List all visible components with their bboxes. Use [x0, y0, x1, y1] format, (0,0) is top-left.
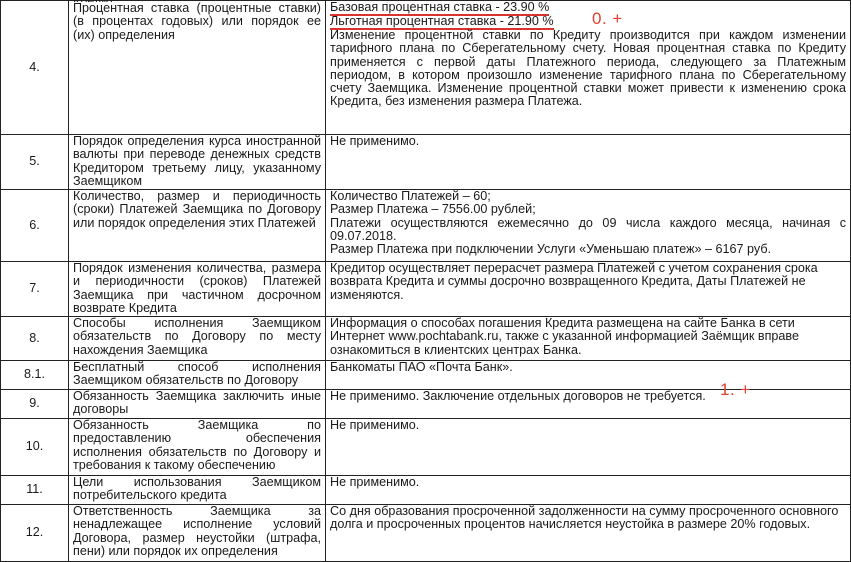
row-number: 11.	[1, 476, 69, 505]
row-number: 5.	[1, 135, 69, 190]
row-title: Обязанность Заемщика заключить иные договоры	[69, 390, 326, 419]
table-row	[1, 317, 851, 361]
row-title: Количество, размер и периодичность (сроки) Платежей Заемщика по Договору или порядок определения этих Платежей	[69, 190, 326, 262]
row-title: Бесплатный способ исполнения Заемщиком обязательств по Договору	[69, 361, 326, 390]
row-title: Цели использования Заемщиком потребительского кредита	[69, 476, 326, 505]
row-title	[69, 1, 326, 135]
row-number: 8.1.	[1, 361, 69, 390]
row-value: Не применимо. Заключение отдельных договоров не требуется.	[326, 390, 851, 419]
table-row	[1, 476, 851, 505]
table-row	[1, 262, 851, 317]
row-value	[326, 1, 851, 135]
annotation-0: 0. +	[592, 9, 623, 28]
rate-change-description: Изменение процентной ставки по Кредиту производится при каждом изменении тарифного плана по Сберегательному счету. Новая процентная ставка по Кредиту применяется с первой даты Платежного периода, следующего за Платежным периодом, в котором произошло изменение тарифного плана по Сберегательному счету Заемщика. Изменение процентной ставки может привести к изменению срока Кредита, без изменения размера Платежа.	[330, 28, 846, 109]
row-value: Со дня образования просроченной задолженности на сумму просроченного основного долга и просроченных процентов начисляется неустойка в размере 20% годовых.	[326, 505, 851, 562]
row-number: 8.	[1, 317, 69, 361]
reduce-payment-service: Размер Платежа при подключении Услуги «Уменьшаю платеж» – 6167 руб.	[330, 242, 772, 257]
payment-schedule: Платежи осуществляются ежемесячно до 09 числа каждого месяца, начиная с 09.07.2018.	[330, 215, 846, 243]
table-row	[1, 190, 851, 262]
row-title: Обязанность Заемщика по предоставлению обеспечения исполнения обязательств по Договору и требования к такому обеспечению	[69, 419, 326, 476]
row-title: Способы исполнения Заемщиком обязательств по Договору по месту нахождения Заемщика	[69, 317, 326, 361]
table-row	[1, 419, 851, 476]
row-number: 9.	[1, 390, 69, 419]
row-number: 12.	[1, 505, 69, 562]
row-number: 4.	[1, 1, 69, 135]
row-number: 10.	[1, 419, 69, 476]
row-value: Не применимо.	[326, 476, 851, 505]
row-title: Ответственность Заемщика за ненадлежащее исполнение условий Договора, размер неустойки (штрафа, пени) или порядок их определения	[69, 505, 326, 562]
payments-count: Количество Платежей – 60;	[330, 189, 491, 203]
row-number: 7.	[1, 262, 69, 317]
row-title: Порядок определения курса иностранной валюты при переводе денежных средств Кредитором третьему лицу, указанному Заемщиком	[69, 135, 326, 190]
row-value: Не применимо.	[326, 135, 851, 190]
base-rate: Базовая процентная ставка - 23.90 %	[330, 1, 549, 16]
table-row	[1, 1, 851, 135]
row-number: 6.	[1, 190, 69, 262]
row-value	[326, 190, 851, 262]
row-title-text: Процентная ставка (процентные ставки) (в процентах годовых) или порядок ее (их) определения	[73, 1, 321, 42]
table-row	[1, 505, 851, 562]
row-value: Банкоматы ПАО «Почта Банк».	[326, 361, 851, 390]
annotation-1: 1. +	[720, 380, 751, 399]
row-value: Информация о способах погашения Кредита размещена на сайте Банка в сети Интернет www.pochtabank.ru, также с указанной информацией Заёмщик вправе ознакомиться в клиентских центрах Банка.	[326, 317, 851, 361]
payment-size: Размер Платежа – 7556.00 рублей;	[330, 202, 536, 217]
table-row	[1, 135, 851, 190]
row-value: Кредитор осуществляет перерасчет размера Платежей с учетом сохранения срока возврата Кредита и суммы досрочно возвращенного Кредита, Даты Платежей не изменяются.	[326, 262, 851, 317]
preferential-rate: Льготная процентная ставка - 21.90 %	[330, 15, 554, 30]
row-title: Порядок изменения количества, размера и периодичности (сроков) Платежей Заемщика при частичном досрочном возврате Кредита	[69, 262, 326, 317]
row-value: Не применимо.	[326, 419, 851, 476]
